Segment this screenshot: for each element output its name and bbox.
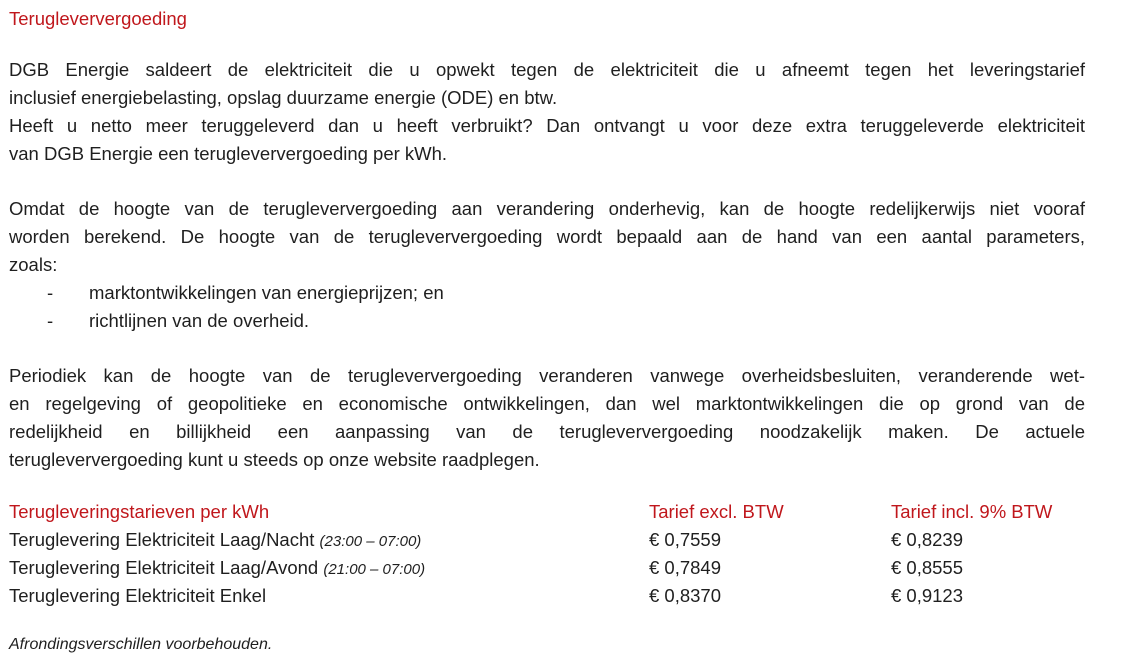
row-price-incl: € 0,9123 [891, 585, 964, 606]
paragraph-line: worden berekend. De hoogte van de terugleververgoeding wordt bepaald aan de hand van een aantal parameters, [9, 226, 1085, 247]
row-price-incl: € 0,8555 [891, 557, 964, 578]
footnote: Afrondingsverschillen voorbehouden. [9, 636, 273, 653]
row-price-incl: € 0,8239 [891, 529, 964, 550]
row-label [9, 582, 266, 610]
paragraph-line: inclusief energiebelasting, opslag duurzame energie (ODE) en btw. [9, 87, 558, 108]
paragraph-line: Omdat de hoogte van de terugleververgoeding aan verandering onderhevig, kan de hoogte redelijkerwijs niet vooraf [9, 198, 1085, 219]
row-label-text: Teruglevering Elektriciteit Enkel [9, 585, 267, 606]
bullet-marker: - [47, 282, 54, 303]
paragraph-periodiek [9, 362, 1085, 474]
page-title: Terugleververgoeding [9, 8, 187, 29]
row-price-excl: € 0,8370 [649, 585, 722, 606]
table-row [9, 554, 1109, 582]
row-price-excl: € 0,7559 [649, 529, 722, 550]
row-time-note: (23:00 – 07:00) [319, 533, 422, 550]
paragraph-line: en regelgeving of geopolitieke en economische ontwikkelingen, dan wel marktontwikkelingen die op grond van de [9, 393, 1085, 414]
paragraph-line: DGB Energie saldeert de elektriciteit die u opwekt tegen de elektriciteit die u afneemt tegen het leveringstarief [9, 59, 1085, 80]
column-header-incl: Tarief incl. 9% BTW [891, 501, 1053, 522]
column-header-excl: Tarief excl. BTW [649, 501, 784, 522]
paragraph-saldering [9, 56, 1085, 168]
row-label [9, 554, 425, 584]
table-header-row [9, 498, 1109, 526]
bullet-text: marktontwikkelingen van energieprijzen; en [89, 282, 444, 303]
row-label-text: Teruglevering Elektriciteit Laag/Avond [9, 557, 319, 578]
row-label-text: Teruglevering Elektriciteit Laag/Nacht [9, 529, 315, 550]
paragraph-line: redelijkheid en billijkheid een aanpassing van de terugleververgoeding noodzakelijk maken. De actuele [9, 421, 1085, 442]
paragraph-line: zoals: [9, 254, 58, 275]
column-header-label: Terugleveringstarieven per kWh [9, 501, 270, 522]
row-time-note: (21:00 – 07:00) [323, 561, 426, 578]
row-price-excl: € 0,7849 [649, 557, 722, 578]
paragraph-line: terugleververgoeding kunt u steeds op onze website raadplegen. [9, 449, 540, 470]
bullet-text: richtlijnen van de overheid. [89, 310, 310, 331]
table-row [9, 526, 1109, 554]
paragraph-hoogte [9, 195, 1085, 279]
bullet-marker: - [47, 310, 54, 331]
paragraph-line: van DGB Energie een terugleververgoeding per kWh. [9, 143, 448, 164]
table-row [9, 582, 1109, 610]
paragraph-line: Periodiek kan de hoogte van de terugleververgoeding veranderen vanwege overheidsbesluiten, veranderende wet- [9, 365, 1085, 386]
paragraph-line: Heeft u netto meer teruggeleverd dan u heeft verbruikt? Dan ontvangt u voor deze extra teruggeleverde elektriciteit [9, 115, 1085, 136]
row-label [9, 526, 421, 556]
